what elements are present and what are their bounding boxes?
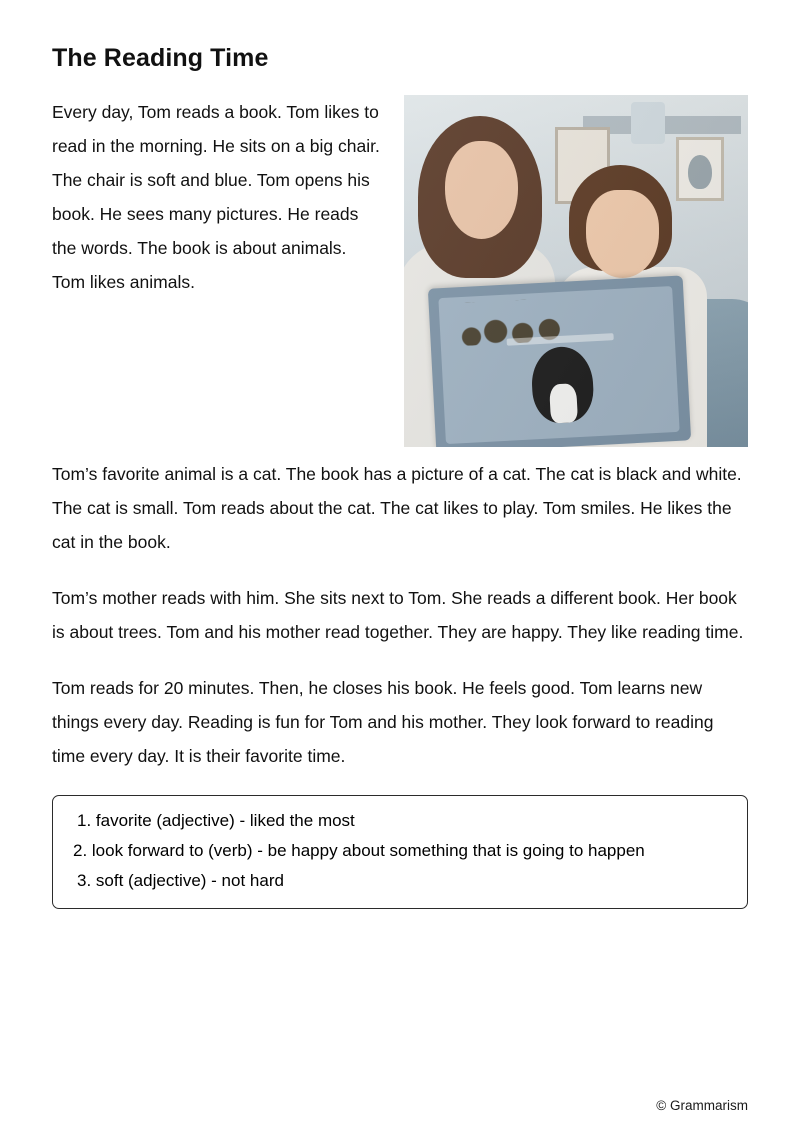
page-title: The Reading Time <box>52 44 269 72</box>
vocabulary-item: 3. soft (adjective) - not hard <box>77 871 284 890</box>
photo-overlay <box>404 95 748 447</box>
vocabulary-item: 1. favorite (adjective) - liked the most <box>77 811 355 830</box>
copyright-footer: © Grammarism <box>656 1098 748 1113</box>
paragraph-1: Every day, Tom reads a book. Tom likes to read in the morning. He sits on a big chair. The chair is soft and blue. Tom opens his book. He sees many pictures. He reads the words. The book is about animals. Tom likes animals. <box>52 102 380 292</box>
paragraph-3: Tom’s mother reads with him. She sits next to Tom. She reads a different book. Her book is about trees. Tom and his mother read together. They are happy. They like reading time. <box>52 588 744 642</box>
vocabulary-item: 2. look forward to (verb) - be happy about something that is going to happen <box>73 841 645 860</box>
paragraph-2: Tom’s favorite animal is a cat. The book has a picture of a cat. The cat is black and white. The cat is small. Tom reads about the cat. The cat likes to play. Tom smiles. He likes the cat in the book. <box>52 464 742 552</box>
intro-section <box>52 95 748 457</box>
vocabulary-list <box>69 806 731 896</box>
vocabulary-box <box>52 795 748 909</box>
reading-photo-figure <box>404 95 748 447</box>
reading-photo <box>404 95 748 447</box>
paragraph-4: Tom reads for 20 minutes. Then, he closes his book. He feels good. Tom learns new things every day. Reading is fun for Tom and his mother. They look forward to reading time every day. It is their favorite time. <box>52 678 714 766</box>
